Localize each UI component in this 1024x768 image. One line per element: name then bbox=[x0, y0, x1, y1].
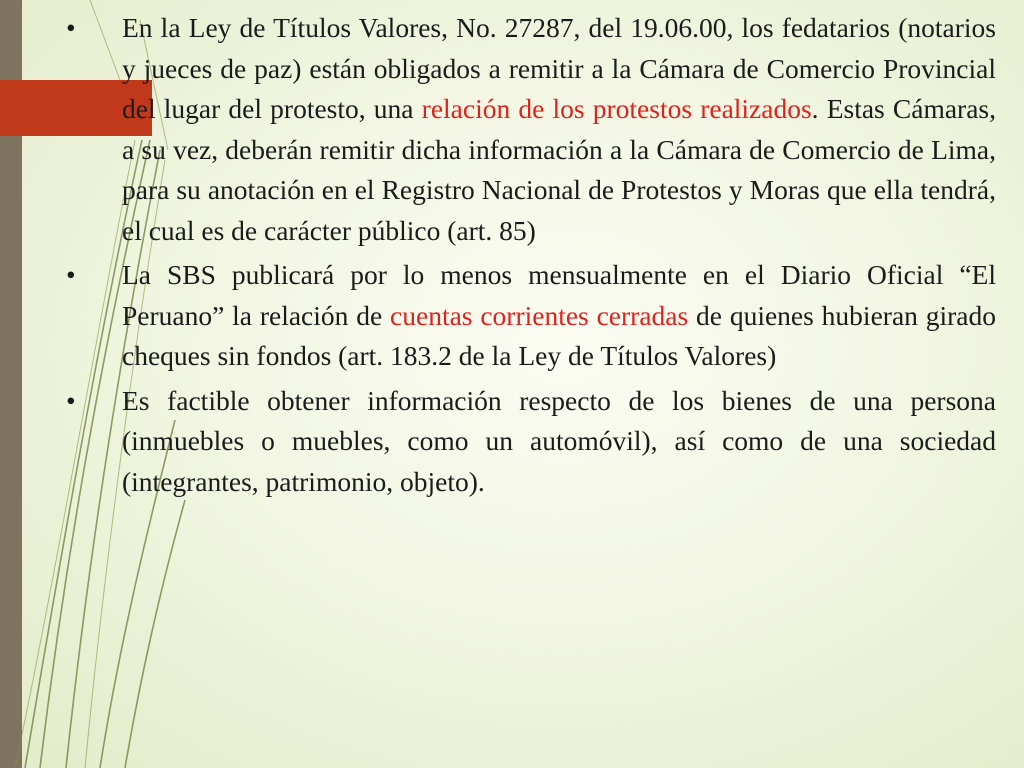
highlighted-text: relación de los protestos realizados bbox=[421, 93, 812, 124]
slide-content bbox=[66, 8, 996, 506]
bullet-text: La SBS publicará por lo menos mensualmente en el Diario Oficial “El Peruano” la relación de bbox=[122, 259, 996, 331]
bullet-text: Es factible obtener información respecto de los bienes de una persona (inmuebles o muebles, como un automóvil), así como de una sociedad (integrantes, patrimonio, objeto). bbox=[122, 384, 996, 497]
bullet-dot: • bbox=[66, 259, 76, 290]
highlighted-text: cuentas corrientes cerradas bbox=[390, 299, 689, 331]
bullet-text: . Estas Cámaras, a su vez, deberán remitir dicha información a la Cámara de Comercio de Lima, para su anotación en el Registro Nacional de Protestos y Moras que ella tendrá, el cual es de carácter público (art. 85) bbox=[122, 93, 996, 246]
bullet-dot: • bbox=[66, 12, 76, 43]
bullet-item-1 bbox=[66, 8, 996, 251]
bullet-item-2 bbox=[66, 255, 996, 377]
bullet-item-3 bbox=[66, 381, 996, 503]
bullet-text: de quienes hubieran girado cheques sin fondos (art. 183.2 de la Ley de Títulos Valores) bbox=[122, 299, 996, 371]
bullet-text: En la Ley de Títulos Valores, No. 27287, del 19.06.00, los fedatarios (notarios y jueces de paz) están obligados a remitir a la Cámara de Comercio Provincial del lugar del protesto, una bbox=[122, 12, 996, 124]
bullet-dot: • bbox=[66, 384, 76, 416]
